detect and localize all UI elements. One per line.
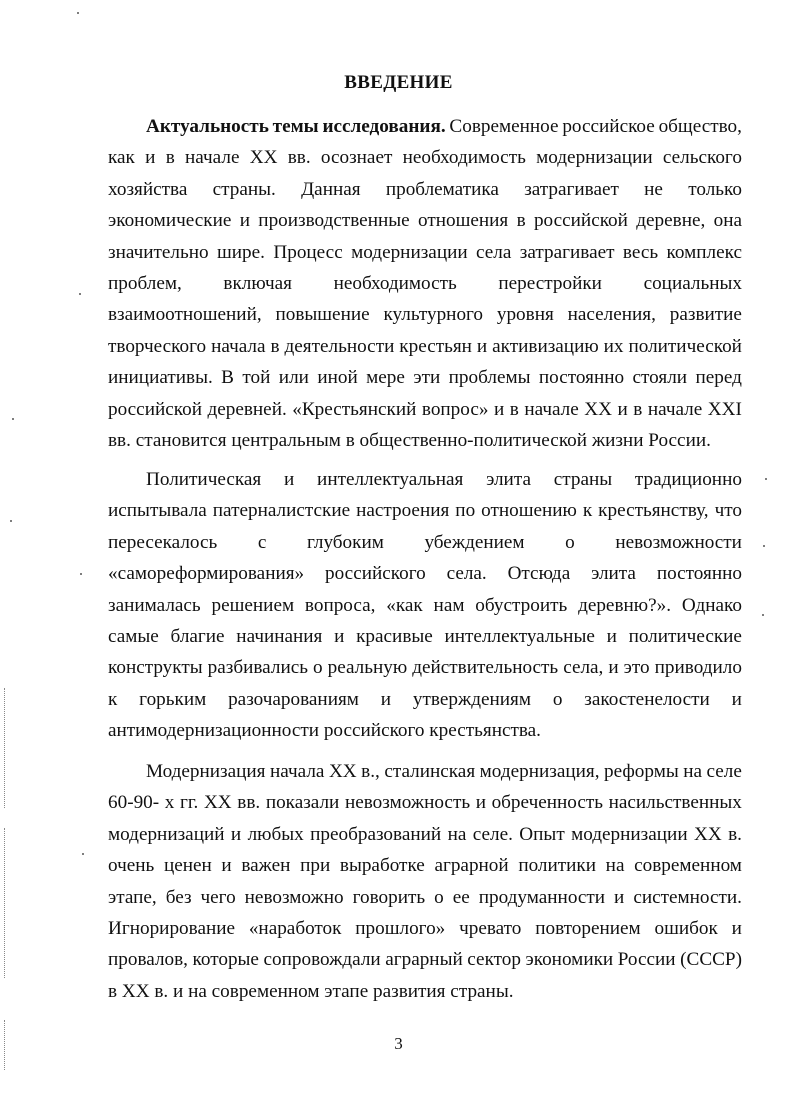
scan-speck: [763, 545, 765, 547]
word: нам: [433, 594, 465, 616]
word: политической: [628, 335, 742, 357]
word: страны: [553, 469, 613, 490]
word: российского: [325, 563, 426, 585]
text-line: [108, 590, 742, 621]
word: отношения: [417, 210, 509, 232]
word: говорить: [352, 886, 426, 908]
text-line: [108, 558, 742, 589]
word: патерналистские: [212, 500, 351, 522]
scan-speck: [10, 520, 12, 522]
word: в: [165, 147, 175, 169]
word: это: [623, 657, 650, 679]
word: Модернизация: [146, 761, 266, 782]
word: невозможность: [344, 792, 471, 814]
word: настроения: [356, 500, 450, 522]
text-line: [108, 268, 742, 299]
word: модернизации: [536, 147, 653, 169]
word: творческого: [108, 335, 207, 357]
word: и: [230, 823, 242, 845]
word: благие: [170, 625, 225, 647]
word: модернизации: [571, 823, 688, 845]
word: показали: [265, 792, 340, 814]
text-line: [108, 111, 742, 142]
word: инициативы.: [108, 367, 213, 389]
word: страны.: [212, 178, 276, 200]
word: системности.: [633, 886, 742, 908]
word: ее: [452, 886, 470, 908]
word: вопроса,: [304, 594, 376, 616]
word: XX: [693, 823, 722, 845]
word: социальных: [643, 272, 742, 294]
word: интеллектуальные: [444, 625, 595, 647]
word: российской: [108, 398, 202, 420]
word: преобразований: [310, 823, 442, 845]
word: сталинская: [384, 761, 476, 782]
word: глубоким: [306, 531, 384, 553]
word: Процесс: [273, 241, 343, 263]
word: активизацию: [492, 335, 599, 357]
word: в: [633, 398, 643, 420]
word: на: [683, 761, 703, 782]
word: провалов,: [108, 949, 188, 971]
text-line: [108, 394, 742, 425]
word: выработке: [339, 855, 425, 877]
word: общество,: [658, 116, 742, 137]
text-line: [108, 495, 742, 526]
word: решением: [211, 594, 295, 616]
word: культурного: [383, 304, 484, 326]
word: в: [516, 210, 526, 232]
word: XX: [203, 792, 232, 814]
word: реальную: [327, 657, 408, 679]
text-line: [108, 205, 742, 236]
word: иной: [317, 367, 358, 389]
paragraph-relevance: [108, 111, 742, 456]
word: убеждением: [424, 531, 525, 553]
word: и: [221, 855, 232, 877]
word: элита: [486, 469, 531, 490]
word: на: [605, 855, 625, 877]
word: этапе,: [108, 886, 157, 908]
word: селе.: [472, 823, 513, 845]
text-line: [108, 756, 742, 787]
word: Отсюда: [507, 563, 571, 585]
word: перестройки: [498, 272, 602, 294]
word: «как: [386, 594, 423, 616]
word: обреченность: [491, 792, 603, 814]
text-line: [108, 174, 742, 205]
word: необходимость: [333, 272, 457, 294]
word: к: [582, 500, 593, 522]
text-line: [108, 787, 742, 818]
word: обустроить: [475, 594, 568, 616]
word: В: [221, 367, 234, 389]
word: в.: [728, 823, 742, 845]
word: занималась: [108, 594, 201, 616]
lead-word: темы: [272, 116, 319, 137]
text-line: вв. становится центральным в общественно-политической жизни России.: [108, 429, 711, 451]
word: Игнорирование: [108, 917, 236, 939]
word: XX: [249, 147, 278, 169]
text-line: [108, 464, 742, 495]
word: экономические: [108, 210, 232, 232]
word: политические: [628, 625, 742, 647]
word: традиционно: [634, 469, 742, 490]
word: осознает: [320, 147, 393, 169]
scan-margin-noise: [4, 828, 8, 978]
word: 60-90-: [108, 792, 160, 814]
word: самые: [108, 625, 159, 647]
word: сопровождали: [263, 949, 381, 971]
word: вв.: [287, 147, 311, 169]
word: конструкты: [108, 657, 203, 679]
word: «самореформирования»: [108, 563, 305, 585]
word: стояли: [632, 367, 688, 389]
text-line: [108, 362, 742, 393]
paragraph-modernization: [108, 756, 742, 1007]
word: и: [614, 886, 625, 908]
word: и: [606, 625, 617, 647]
word: села: [476, 241, 512, 263]
word: деревне,: [636, 210, 706, 232]
word: в: [509, 398, 519, 420]
word: и: [239, 210, 250, 232]
word: невозможности: [615, 531, 742, 553]
word: XX: [328, 761, 357, 782]
word: деревню?».: [578, 594, 672, 616]
word: эти: [413, 367, 441, 389]
word: комплекс: [666, 241, 742, 263]
word: постоянно: [538, 367, 625, 389]
word: Данная: [301, 178, 361, 200]
word: российской: [533, 210, 628, 232]
word: развитие: [669, 304, 742, 326]
word: модернизации: [351, 241, 468, 263]
scan-speck: [82, 853, 84, 855]
word: модернизация,: [479, 761, 600, 782]
text-line: [108, 527, 742, 558]
word: необходимость: [402, 147, 526, 169]
word: и: [475, 792, 486, 814]
scan-speck: [77, 12, 79, 14]
word: вопрос»: [421, 398, 489, 420]
word: села.: [446, 563, 487, 585]
word: аграрной: [434, 855, 509, 877]
text-line: [108, 882, 742, 913]
word: (СССР): [680, 949, 742, 971]
word: разочарованиям: [228, 688, 359, 710]
word: реформы: [604, 761, 679, 782]
word: очень: [108, 855, 155, 877]
scan-speck: [80, 573, 82, 575]
word: той: [242, 367, 271, 389]
word: начала: [211, 335, 266, 357]
word: весь: [622, 241, 659, 263]
word: населения,: [567, 304, 656, 326]
word: взаимоотношений,: [108, 304, 262, 326]
scan-speck: [79, 293, 81, 295]
word: о: [313, 657, 323, 679]
word: только: [688, 178, 742, 200]
word: и: [731, 917, 742, 939]
word: деятельности: [284, 335, 395, 357]
word: затрагивает: [524, 178, 619, 200]
paragraph-elite: [108, 464, 742, 747]
word: вв.: [237, 792, 261, 814]
text-line: [108, 652, 742, 683]
text-line: [108, 684, 742, 715]
text-line: [108, 142, 742, 173]
scan-speck: [12, 418, 14, 420]
word: и: [380, 688, 392, 710]
word: невозможно: [244, 886, 344, 908]
word: о: [552, 688, 563, 710]
word: XX: [584, 398, 612, 420]
text-line: [108, 944, 742, 975]
lead-word: Актуальность: [146, 116, 269, 137]
text-line: [108, 621, 742, 652]
word: ценен: [163, 855, 212, 877]
word: насильственных: [608, 792, 742, 814]
word: хозяйства: [108, 178, 188, 200]
word: закостенелости: [584, 688, 710, 710]
word: и: [334, 625, 345, 647]
word: села,: [563, 657, 604, 679]
word: и: [731, 688, 742, 710]
word: России: [617, 949, 676, 971]
word: селе: [706, 761, 742, 782]
word: о: [565, 531, 575, 553]
scan-margin-noise: [4, 1020, 8, 1070]
word: разбивались: [207, 657, 308, 679]
word: экономики: [525, 949, 614, 971]
word: или: [278, 367, 309, 389]
word: повторением: [535, 917, 641, 939]
word: уровня: [496, 304, 554, 326]
word: и: [476, 335, 488, 357]
word: деревней.: [207, 398, 287, 420]
word: при: [300, 855, 331, 877]
word: и: [608, 657, 619, 679]
word: крестьян: [399, 335, 472, 357]
word: сектор: [467, 949, 521, 971]
lead-word: исследования.: [322, 116, 446, 137]
word: проблематика: [385, 178, 499, 200]
text-line: антимодернизационности российского крестьянства.: [108, 720, 541, 742]
word: политики: [518, 855, 597, 877]
text-line: в XX в. и на современном этапе развития страны.: [108, 980, 514, 1002]
word: начала: [270, 761, 325, 782]
word: начале: [185, 147, 240, 169]
word: Политическая: [146, 469, 262, 490]
word: как: [108, 147, 135, 169]
text-line: [108, 237, 742, 268]
page-title: ВВЕДЕНИЕ: [344, 72, 453, 93]
word: шире.: [217, 241, 265, 263]
word: модернизаций: [108, 823, 225, 845]
word: гг.: [179, 792, 199, 814]
word: ошибок: [654, 917, 718, 939]
word: перед: [695, 367, 742, 389]
word: и: [617, 398, 628, 420]
scan-speck: [762, 614, 764, 616]
word: повышение: [275, 304, 370, 326]
word: х: [164, 792, 175, 814]
word: сельского: [662, 147, 742, 169]
text-line: [108, 850, 742, 881]
word: отношению: [481, 500, 577, 522]
word: без: [165, 886, 192, 908]
word: проблем,: [108, 272, 182, 294]
word: и: [284, 469, 295, 490]
word: Современное: [449, 116, 559, 137]
word: приводило: [654, 657, 742, 679]
scan-speck: [765, 478, 767, 480]
word: пересекалось: [108, 531, 218, 553]
word: Опыт: [519, 823, 565, 845]
word: действительность: [412, 657, 559, 679]
word: их: [603, 335, 624, 357]
word: по: [455, 500, 476, 522]
word: аграрный: [385, 949, 463, 971]
word: чревато: [459, 917, 522, 939]
word: важен: [241, 855, 291, 877]
word: Однако: [681, 594, 742, 616]
word: начинания: [236, 625, 323, 647]
text-line: [108, 331, 742, 362]
word: начале: [524, 398, 579, 420]
word: постоянно: [656, 563, 742, 585]
word: чего: [200, 886, 236, 908]
word: не: [644, 178, 663, 200]
word: «Крестьянский: [292, 398, 417, 420]
word: значительно: [108, 241, 209, 263]
word: мере: [366, 367, 405, 389]
word: проблемы: [448, 367, 531, 389]
word: и: [493, 398, 505, 420]
word: она: [713, 210, 742, 232]
word: в.,: [361, 761, 380, 782]
word: производственные: [258, 210, 410, 232]
word: красивые: [356, 625, 433, 647]
text-line: [108, 913, 742, 944]
word: прошлого»: [355, 917, 446, 939]
page-number: 3: [394, 1034, 403, 1053]
word: «наработок: [248, 917, 342, 939]
word: и: [145, 147, 156, 169]
word: затрагивает: [519, 241, 615, 263]
word: элита: [591, 563, 636, 585]
word: продуманности: [478, 886, 606, 908]
word: любых: [247, 823, 304, 845]
word: о: [434, 886, 444, 908]
text-line: [108, 299, 742, 330]
word: которые: [192, 949, 259, 971]
word: включая: [223, 272, 292, 294]
scan-margin-noise: [4, 688, 8, 808]
word: начале: [647, 398, 703, 420]
word: в: [270, 335, 280, 357]
word: что: [714, 500, 742, 522]
word: с: [257, 531, 267, 553]
word: российское: [562, 116, 655, 137]
word: современном: [634, 855, 742, 877]
word: горьким: [139, 688, 207, 710]
text-line: [108, 819, 742, 850]
word: утверждениям: [412, 688, 531, 710]
word: на: [447, 823, 467, 845]
word: XXI: [707, 398, 742, 420]
word: испытывала: [108, 500, 207, 522]
word: интеллектуальная: [317, 469, 464, 490]
word: к: [108, 688, 118, 710]
word: крестьянству,: [598, 500, 709, 522]
